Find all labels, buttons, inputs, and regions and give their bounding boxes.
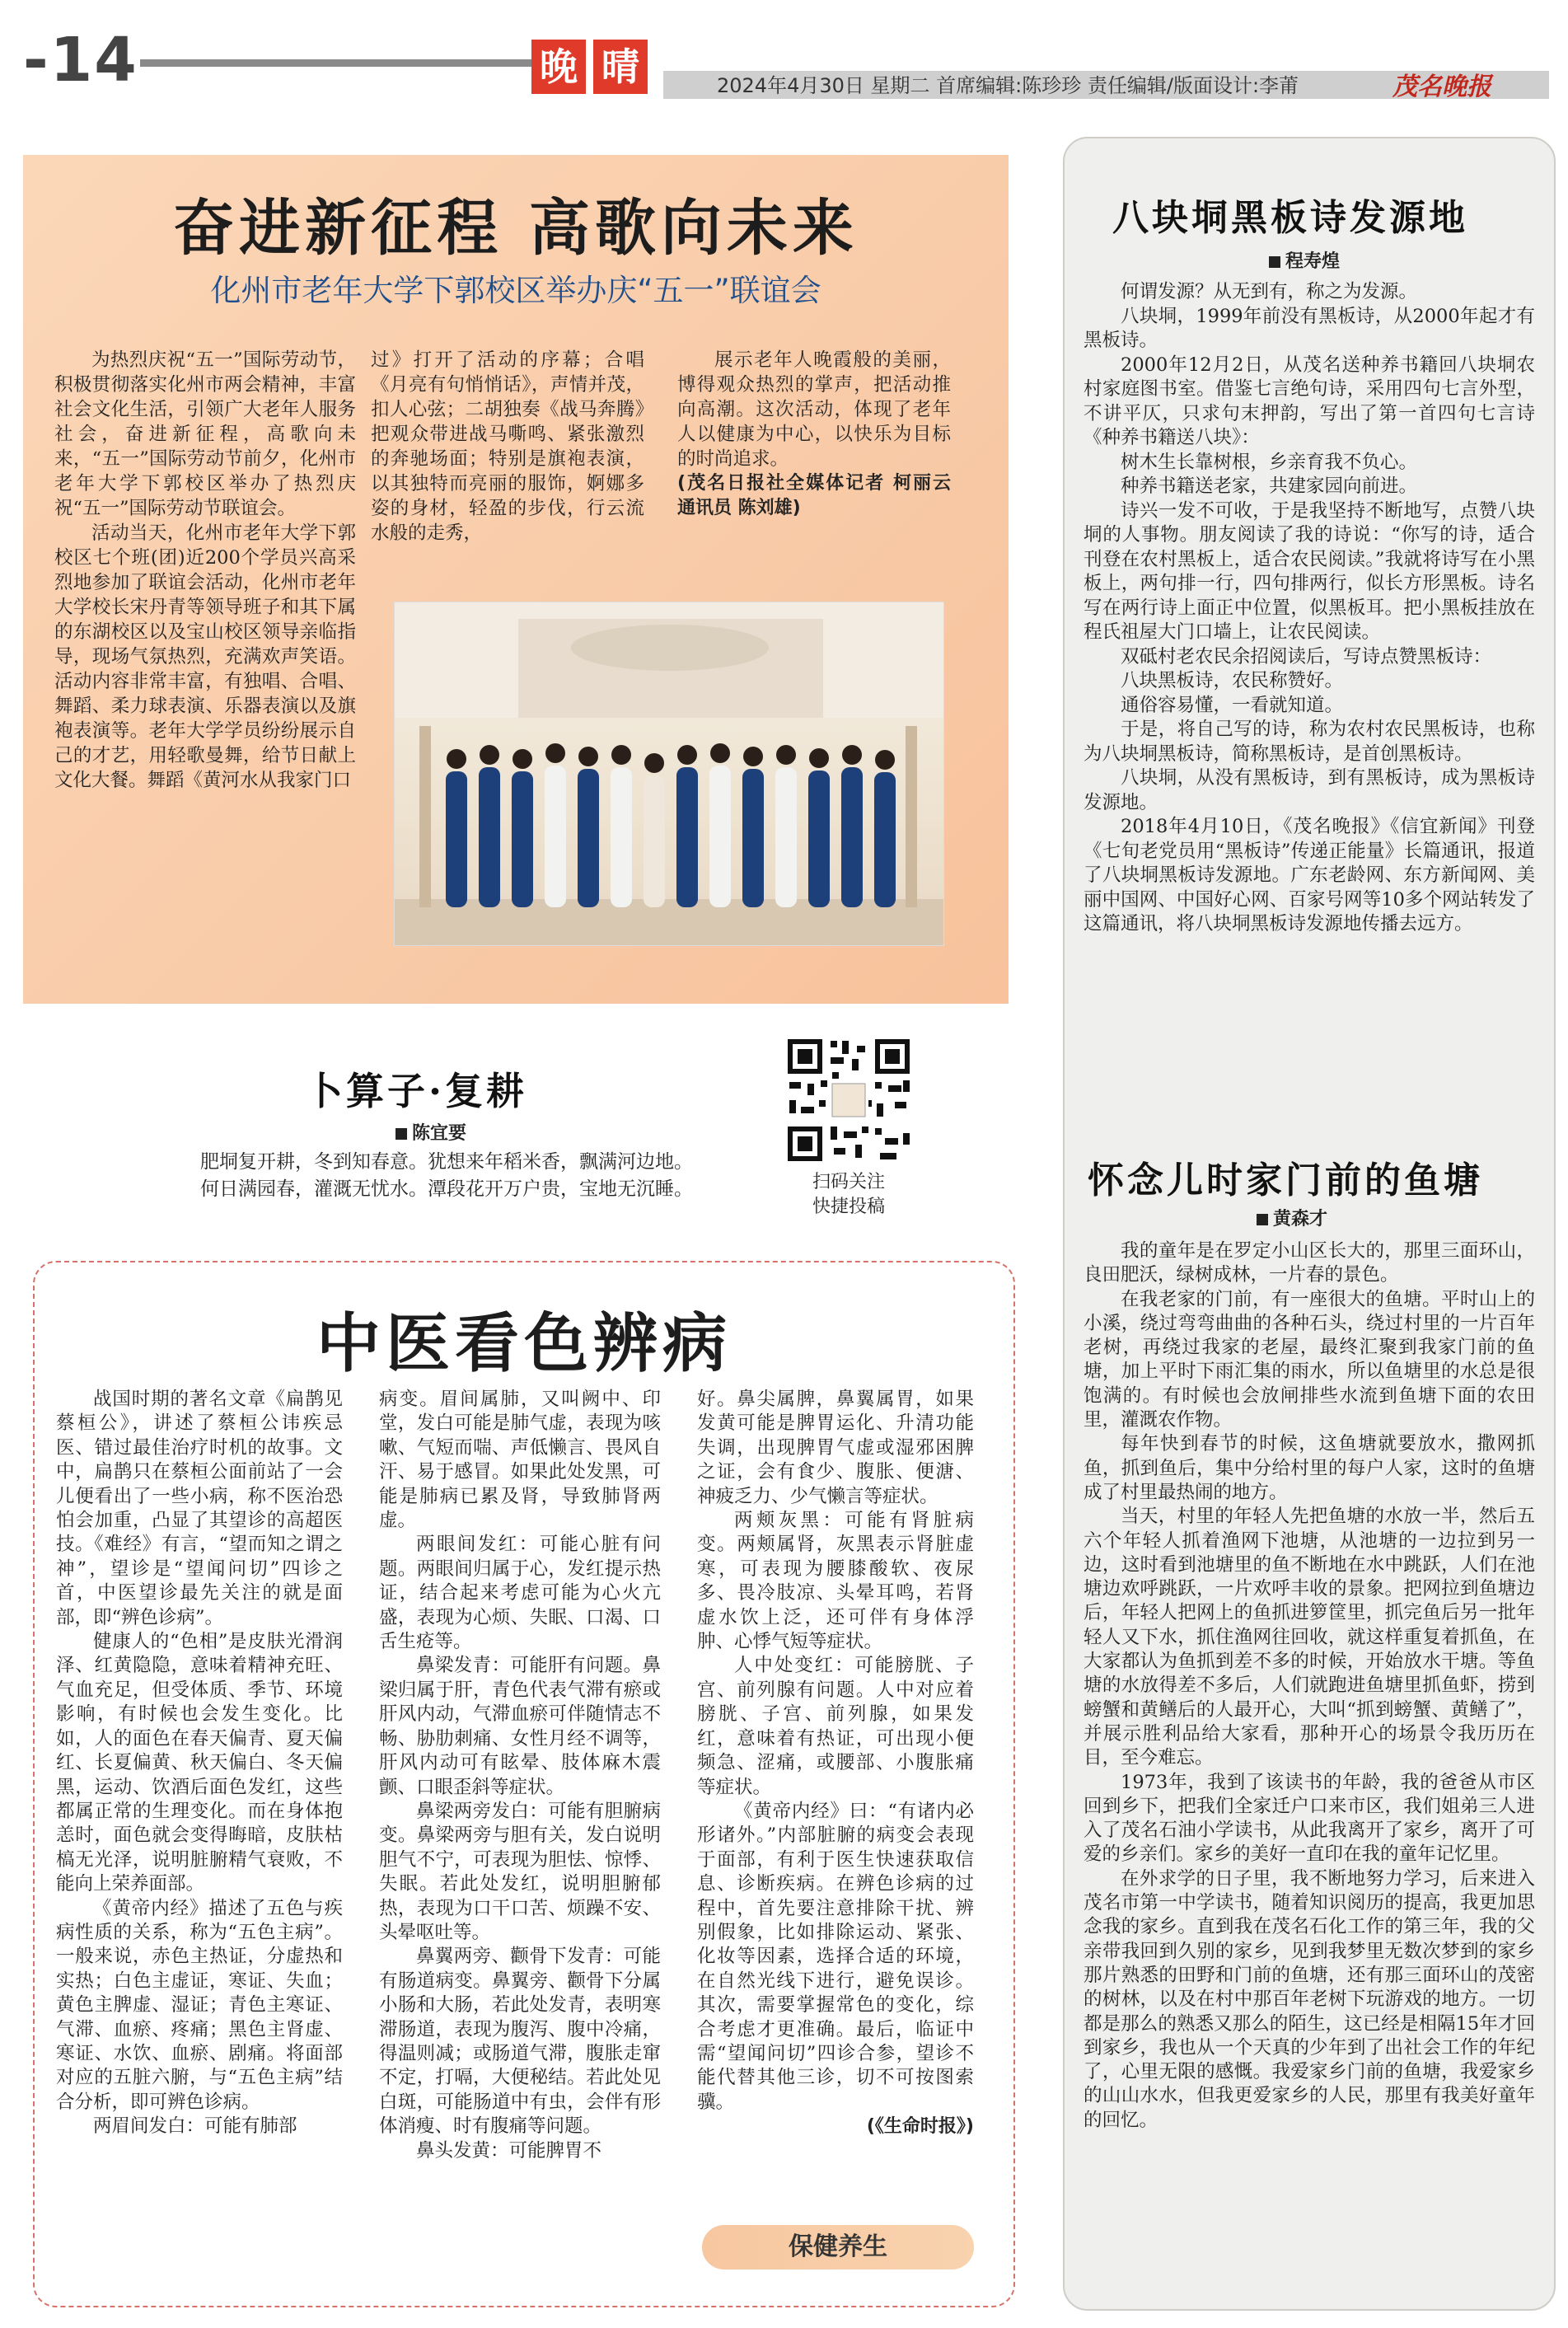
- qr-code-pattern: [783, 1034, 915, 1166]
- poem-author-name: 陈宜要: [412, 1123, 467, 1144]
- author-marker-icon: [396, 1128, 407, 1140]
- tcm-paragraph: 《黄帝内经》曰：“有诸内必形诸外。”内部脏腑的病变会表现于面部，有利于医生快速获取信息、诊断疾病。在辨色诊病的过程中，首先要注意排除干扰、辨别假象，比如排除运动、紧张、化妆等因素，选择合适的环境，在自然光线下进行，避免误诊。其次，需要掌握常色的变化，综合考虑才更准确。最后，临证中需“望闻问切”四诊合参，望诊不能代替其他三诊，切不可按图索骥。: [697, 1800, 974, 2113]
- feature-paragraph: 展示老年人晚霞般的美丽，博得观众热烈的掌声，把活动推向高潮。这次活动，体现了老年人以健康为中心，以快乐为目标的时尚追求。: [677, 349, 951, 470]
- right-article-2-author: [1257, 1205, 1327, 1230]
- page-number: -14: [23, 25, 138, 96]
- tcm-paragraph: 《黄帝内经》描述了五色与疾病性质的关系，称为“五色主病”。一般来说，赤色主热证，分虚热和实热；白色主虚证，寒证、失血；黄色主脾虚、湿证；青色主寒证、气滞、血瘀、疼痛；黑色主肾虚、寒证、水饮、血瘀、剧痛。将面部对应的五脏六腑，与“五色主病”结合分析，即可辨色诊病。: [56, 1897, 343, 2113]
- tcm-title: 中医看色辨病: [316, 1307, 732, 1381]
- right-paragraph: 八块垌，1999年前没有黑板诗，从2000年起才有黑板诗。: [1084, 305, 1535, 351]
- right-paragraph: 何谓发源？从无到有，称之为发源。: [1121, 281, 1418, 302]
- paper-logo: 茂名晚报: [1392, 73, 1491, 101]
- section-char-1: 晚: [531, 40, 586, 94]
- qr-caption-line-2: 快捷投稿: [812, 1197, 885, 1217]
- tcm-paragraph: 好。鼻尖属脾，鼻翼属胃，如果发黄可能是脾胃运化、升清功能失调，出现脾胃气虚或湿邪困脾之证，会有食少、腹胀、便溏、神疲乏力、少气懒言等症状。: [697, 1389, 974, 1507]
- qr-caption-line-1: 扫码关注: [812, 1172, 885, 1192]
- author-marker-icon: [1257, 1214, 1268, 1225]
- qr-code-icon[interactable]: [783, 1034, 915, 1166]
- tcm-paragraph: 病变。眉间属肺，又叫阙中、印堂，发白可能是肺气虚，表现为咳嗽、气短而喘、声低懒言、畏风自汗、易于感冒。如果此处发黑，可能是肺病已累及肾，导致肺肾两虚。: [379, 1389, 661, 1532]
- poem-author: [396, 1119, 466, 1145]
- poem-title: 卜算子·复耕: [305, 1069, 528, 1113]
- right-paragraph: 种养书籍送老家，共建家园向前进。: [1121, 475, 1418, 497]
- tcm-paragraph: 鼻梁发青：可能肝有问题。鼻梁归属于肝，青色代表气滞有瘀或肝风内动，气滞血瘀可伴随情志不畅、胁肋刺痛、女性月经不调等，肝风内动可有眩晕、肢体麻木震颤、口眼歪斜等症状。: [379, 1655, 661, 1798]
- right-paragraph: 每年快到春节的时候，这鱼塘就要放水，撒网抓鱼，抓到鱼后，集中分给村里的每户人家，这时的鱼塘成了村里最热闹的地方。: [1084, 1433, 1535, 1503]
- feature-column-3: [677, 348, 951, 521]
- tcm-paragraph: 鼻翼两旁、颧骨下发青：可能有肠道病变。鼻翼旁、颧骨下分属小肠和大肠，若此处发青，表明寒滞肠道，表现为腹泻、腹中冷痛，得温则减；或肠道气滞，腹胀走窜不定，打嗝，大便秘结。若此处见白斑，可能肠道中有虫，会伴有形体消瘦、时有腹痛等问题。: [379, 1946, 661, 2138]
- tcm-source: (《生命时报》): [866, 2116, 974, 2138]
- tcm-paragraph: 两眼间发红：可能心脏有问题。两眼间归属于心，发红提示热证，结合起来考虑可能为心火亢盛，表现为心烦、失眠、口渴、口舌生疮等。: [379, 1534, 661, 1653]
- tcm-paragraph: 健康人的“色相”是皮肤光滑润泽、红黄隐隐，意味着精神充旺、气血充足，但受体质、季节、环境影响，有时候也会发生变化。比如，人的面色在春天偏青、夏天偏红、长夏偏黄、秋天偏白、冬天偏黑，运动、饮酒后面色发红，这些都属正常的生理变化。而在身体抱恙时，面色就会变得晦暗，皮肤枯槁无光泽，说明脏腑精气衰败，不能向上荣养面部。: [56, 1631, 343, 1895]
- right-paragraph: 2018年4月10日，《茂名晚报》《信宜新闻》刊登《七旬老党员用“黑板诗”传递正能量》长篇通讯，报道了八块垌黑板诗发源地。广东老龄网、东方新闻网、美丽中国网、中国好心网、百家号网等10多个网站转发了这篇通讯，将八块垌黑板诗发源地传播去远方。: [1084, 816, 1535, 934]
- event-photo: [394, 602, 944, 946]
- right-paragraph: 树木生长靠树根，乡亲育我不负心。: [1121, 451, 1418, 473]
- event-photo-illustration: [395, 602, 944, 946]
- poem-text: [183, 1149, 710, 1203]
- tcm-paragraph: 鼻头发黄：可能脾胃不: [416, 2139, 602, 2162]
- right-paragraph: 1973年，我到了该读书的年龄，我的爸爸从市区回到乡下，把我们全家迁户口来市区，我们姐弟三人进入了茂名石油小学读书，从此我离开了家乡，离开了可爱的乡亲们。家乡的美好一直印在我的童年记忆里。: [1084, 1771, 1535, 1866]
- right-paragraph: 八块垌，从没有黑板诗，到有黑板诗，成为黑板诗发源地。: [1084, 767, 1535, 813]
- poem-line-1: 肥垌复开耕，冬到知春意。犹想来年稻米香，飘满河边地。: [200, 1151, 693, 1173]
- poem-line-2: 何日满园春，灌溉无忧水。潭段花开万户贵，宝地无沉睡。: [200, 1178, 693, 1200]
- right-paragraph: 通俗容易懂，一看就知道。: [1121, 694, 1344, 716]
- feature-paragraph: 过》打开了活动的序幕；合唱《月亮有句悄悄话》，声情并茂，扣人心弦；二胡独奏《战马奔腾》把观众带进战马嘶鸣、紧张激烈的奔驰场面；特别是旗袍表演，以其独特而亮丽的服饰，婀娜多姿的身材，轻盈的步伐，行云流水般的走秀，: [371, 349, 644, 544]
- feature-byline: (茂名日报社全媒体记者 柯丽云 通讯员 陈刘雄): [677, 473, 951, 518]
- header-rule: [140, 59, 536, 67]
- right-paragraph: 八块黑板诗，农民称赞好。: [1121, 670, 1344, 691]
- qr-caption: [775, 1170, 923, 1220]
- tcm-section-tag: 保健养生: [702, 2225, 974, 2269]
- tcm-column-2: [379, 1388, 661, 2163]
- right-paragraph: 当天，村里的年轻人先把鱼塘的水放一半，然后五六个年轻人抓着渔网下池塘，从池塘的一边拉到另一边，这时看到池塘里的鱼不断地在水中跳跃，人们在池塘边欢呼跳跃，一片欢呼丰收的景象。把网拉到鱼塘边后，年轻人把网上的鱼抓进箩筐里，抓完鱼后另一批年轻人又下水，抓住渔网往回收，就这样重复着抓鱼，在大家都认为鱼抓到差不多的时候，开始放水干塘。等鱼塘的水放得差不多后，人们就跑进鱼塘里抓鱼虾，捞到螃蟹和黄鳝后的人最开心，大叫“抓到螃蟹、黄鳝了”，并展示胜利品给大家看，那种开心的场景令我历历在目，至今难忘。: [1084, 1506, 1535, 1769]
- tcm-paragraph: 鼻梁两旁发白：可能有胆腑病变。鼻梁两旁与胆有关，发白说明胆气不宁，可表现为胆怯、惊悸、失眠。若此处发红，说明胆腑郁热，表现为口干口苦、烦躁不安、头晕呕吐等。: [379, 1800, 661, 1943]
- feature-title: 奋进新征程 高歌向未来: [173, 193, 859, 264]
- feature-subtitle: 化州市老年大学下郭校区举办庆“五一”联谊会: [210, 273, 821, 308]
- section-char-2: 晴: [593, 40, 648, 94]
- tcm-paragraph: 人中处变红：可能膀胱、子宫、前列腺有问题。人中对应着膀胱、子宫、前列腺，如果发红，意味着有热证，可出现小便频急、涩痛，或腰部、小腹胀痛等症状。: [697, 1655, 974, 1798]
- tcm-paragraph: 战国时期的著名文章《扁鹊见蔡桓公》，讲述了蔡桓公讳疾忌医、错过最佳治疗时机的故事。文中，扁鹊只在蔡桓公面前站了一会儿便看出了一些小病，称不医治恐怕会加重，凸显了其望诊的高超医技。《难经》有言，“望而知之谓之神”，望诊是“望闻问切”四诊之首，中医望诊最先关注的就是面部，即“辨色诊病”。: [56, 1389, 343, 1628]
- right-article-1-body: [1084, 280, 1535, 937]
- tcm-column-1: [56, 1388, 343, 2139]
- right-article-1-author: [1269, 247, 1340, 273]
- tcm-column-3: [697, 1388, 974, 2139]
- right-article-2-body: [1084, 1239, 1535, 2133]
- feature-paragraph: 为热烈庆祝“五一”国际劳动节，积极贯彻落实化州市两会精神，丰富社会文化生活，引领广大老年人服务社会，奋进新征程，高歌向未来，“五一”国际劳动节前夕，化州市老年大学下郭校区举办了热烈庆祝“五一”国际劳动节联谊会。: [54, 349, 356, 519]
- right-article-2-author-name: 黄森才: [1273, 1209, 1328, 1230]
- tcm-paragraph: 两颊灰黑：可能有肾脏病变。两颊属肾，灰黑表示肾脏虚寒，可表现为腰膝酸软、夜尿多、畏冷肢凉、头晕耳鸣，若肾虚水饮上泛，还可伴有身体浮肿、心悸气短等症状。: [697, 1510, 974, 1653]
- right-article-1-author-name: 程寿煌: [1285, 251, 1341, 272]
- right-article-1-title: 八块垌黑板诗发源地: [1112, 197, 1468, 239]
- right-paragraph: 在外求学的日子里，我不断地努力学习，后来进入茂名市第一中学读书，随着知识阅历的提高，我更加思念我的家乡。直到我在茂名石化工作的第三年，我的父亲带我回到久别的家乡，见到我梦里无数次梦到的家乡那片熟悉的田野和门前的鱼塘，还有那三面环山的茂密的树林，以及在村中那百年老树下玩游戏的地方。一切都是那么的熟悉又那么的陌生，这已经是相隔15年才回到家乡，我也从一个天真的少年到了出社会工作的年纪了，心里无限的感慨。我爱家乡门前的鱼塘，我爱家乡的山山水水，但我更爱家乡的人民，那里有我美好童年的回忆。: [1084, 1867, 1535, 2131]
- author-marker-icon: [1269, 256, 1280, 268]
- feature-column-1: [54, 348, 356, 793]
- feature-column-2: [371, 348, 644, 546]
- right-paragraph: 在我老家的门前，有一座很大的鱼塘。平时山上的小溪，绕过弯弯曲曲的各种石头，绕过村里的一片百年老树，再绕过我家的老屋，最终汇聚到我家门前的鱼塘，加上平时下雨汇集的雨水，所以鱼塘里的水总是很饱满的。有时候也会放闸排些水流到鱼塘下面的农田里，灌溉农作物。: [1084, 1288, 1535, 1431]
- tcm-paragraph: 两眉间发白：可能有肺部: [93, 2115, 297, 2138]
- right-paragraph: 于是，将自己写的诗，称为农村农民黑板诗，也称为八块垌黑板诗，简称黑板诗，是首创黑板诗。: [1084, 719, 1535, 765]
- right-paragraph: 双砥村老农民余招阅读后，写诗点赞黑板诗：: [1121, 645, 1492, 667]
- right-paragraph: 我的童年是在罗定小山区长大的，那里三面环山，良田肥沃，绿树成林，一片春的景色。: [1084, 1240, 1535, 1286]
- feature-paragraph: 活动当天，化州市老年大学下郭校区七个班(团)近200个学员兴高采烈地参加了联谊会活动，化州市老年大学校长宋丹青等领导班子和其下属的东湖校区以及宝山校区领导亲临指导，现场气氛热烈，充满欢声笑语。活动内容非常丰富，有独唱、合唱、舞蹈、柔力球表演、乐器表演以及旗袍表演等。老年大学学员纷纷展示自己的才艺，用轻歌曼舞，给节日献上文化大餐。舞蹈《黄河水从我家门口: [54, 522, 356, 791]
- header-info: 2024年4月30日 星期二 首席编辑:陈珍珍 责任编辑/版面设计:李莆: [717, 74, 1299, 97]
- right-article-2-title: 怀念儿时家门前的鱼塘: [1088, 1159, 1483, 1201]
- right-paragraph: 诗兴一发不可收，于是我坚持不断地写，点赞八块垌的人事物。朋友阅读了我的诗说：“你写的诗，适合刊登在农村黑板上，适合农民阅读。”我就将诗写在小黑板上，两句排一行，四句排两行，似长方形黑板。诗名写在两行诗上面正中位置，似黑板耳。把小黑板挂放在程氏祖屋大门口墙上，让农民阅读。: [1084, 499, 1535, 643]
- right-paragraph: 2000年12月2日，从茂名送种养书籍回八块垌农村家庭图书室。借鉴七言绝句诗，采用四句七言外型，不讲平仄，只求句末押韵，写出了第一首四句七言诗《种养书籍送八块》：: [1084, 354, 1535, 448]
